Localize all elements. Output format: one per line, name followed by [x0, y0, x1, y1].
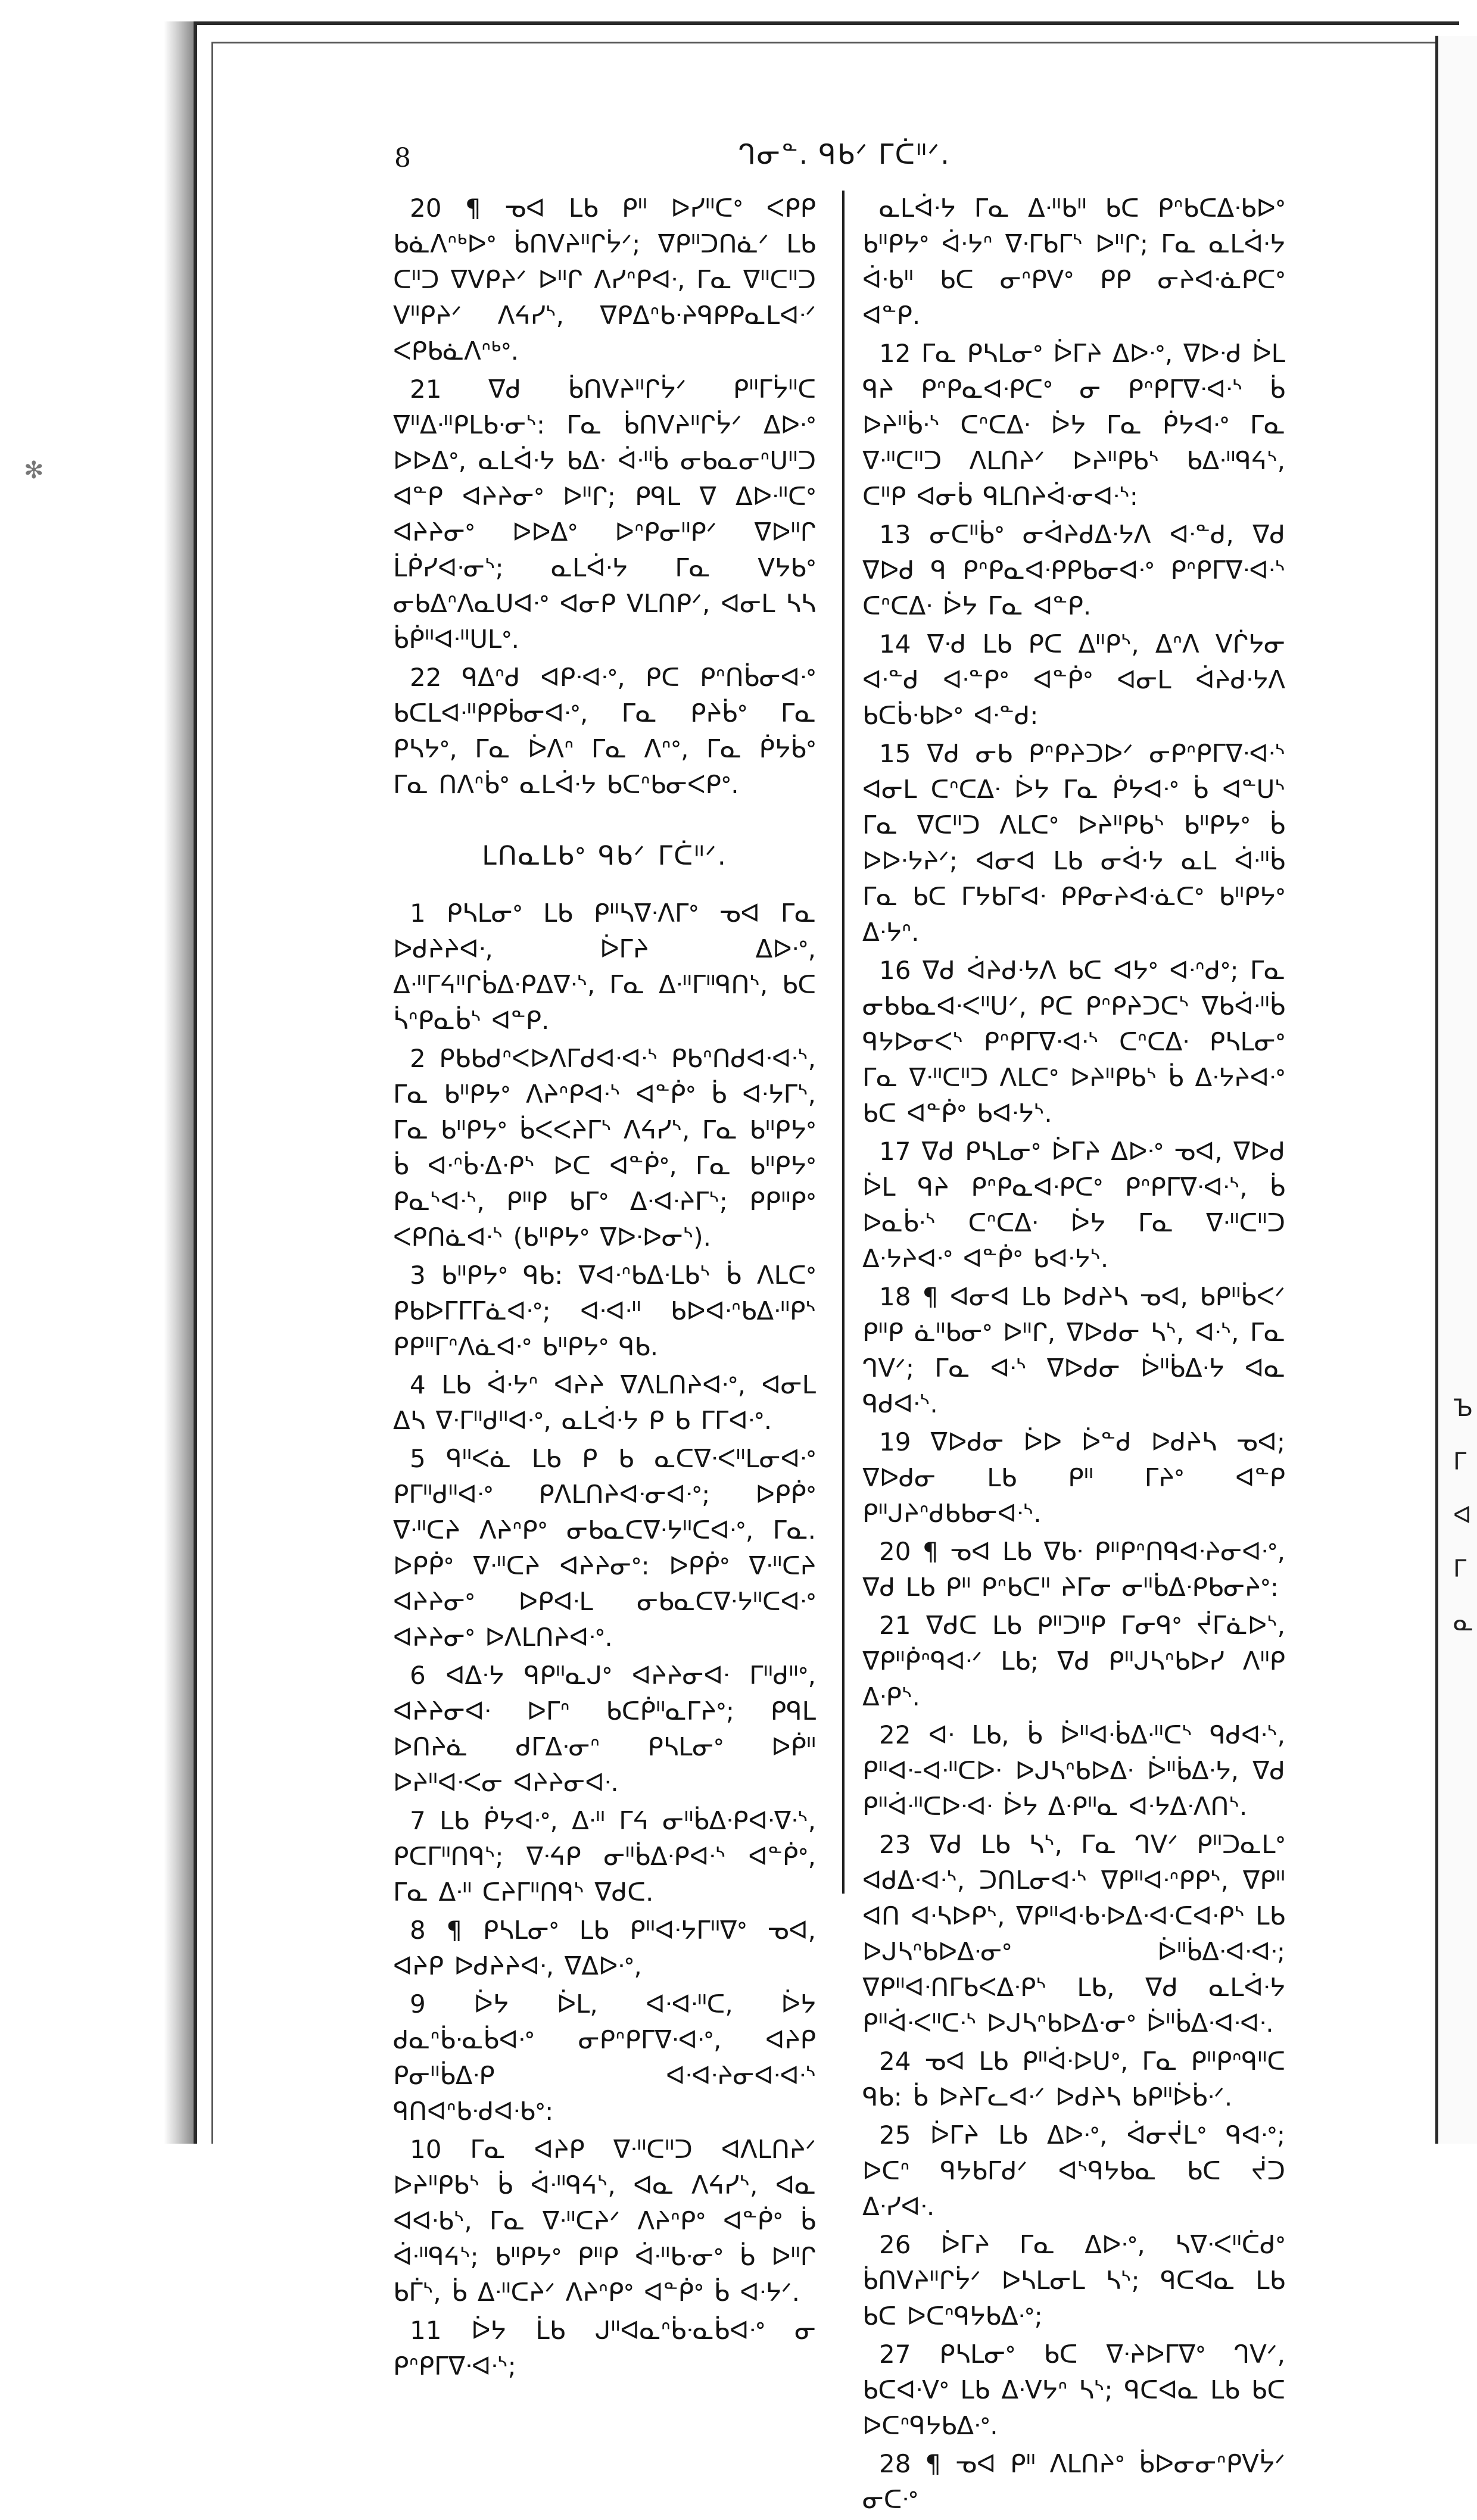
verse: 22 ᑫᐃᐢᑯ ᐊᑭᐧᐊᐧᐤ, ᑭᑕ ᑭᐢᑎᑳᓂᐊᐧᐤ ᑲᑕᒪᐊᐧᐦᑭᑭᑳᓂᐊᐧᐤ, ᒥᓇ ᑭᔨᑳᐤ ᒥᓇ ᑭᓴᔭᐤ, ᒥᓇ ᐆᐱᐢ ᒥᓇ ᐱᐢᐤ, ᒥᓇ ᑮᔭᑳᐤ ᒥᓇ ᑎᐱᐢᑳᐤ ᓇᒪᐋᐧᔭ ᑲᑕᐢᑲᓂᐸᑭᐤ.: [393, 663, 816, 799]
margin-fragment: Ъ: [1453, 1395, 1473, 1422]
facing-page-edge: [1435, 36, 1477, 2144]
verse: 26 ᐆᒥᔨ ᒥᓇ ᐃᐅᐧᐤ, ᓴᐁᐧᐸᐦᑖᑯᐤ ᑳᑎᐯᔨᐦᒋᔮᐟ ᐅᓴᒪᓂᒪ ᓴᔅ; ᑫᑕᐊᓇ ᒪᑲ ᑲᑕ ᐅᑕᐢᑫᔭᑲᐃᐧᐤ;: [862, 2230, 1285, 2331]
verse: 10 ᒥᓇ ᐊᔨᑭ ᐁᐧᐦᑕᐦᑐ ᐊᐱᒪᑎᔨᐟ ᐅᔨᐦᑭᑲᔅ ᑳ ᐋᐧᐦᑫᔦᔅ, ᐊᓇ ᐱᔦᓯᔅ, ᐊᓇ ᐊᐊᐧᑲᔅ, ᒥᓇ ᐁᐧᐦᑕᔨᐟ ᐱᔨᐢᑭᐤ ᐊᓐᑮᐤ ᑳ ᐋᐧᐦᑫᔦᔅ; ᑲᐦᑭᔭᐤ ᑭᐦᑭ ᐋᐧᐦᑲᐧᓂᐤ ᑳ ᐅᐦᒋ ᑲᒦᔅ, ᑳ ᐃᐧᐦᑕᔨᐟ ᐱᔨᐢᑭᐤ ᐊᓐᑮᐤ ᑳ ᐊᐧᔭᐟ.: [393, 2135, 816, 2307]
scan-speck-icon: ✻: [24, 457, 44, 484]
right-column: [862, 191, 1285, 2520]
verse: 25 ᐆᒥᔨ ᒪᑲ ᐃᐅᐧᐤ, ᐋᓂᔫᒪᐤ ᑫᐊᐧᐤ; ᐅᑕᐢ ᑫᔭᑲᒥᑯᐟ ᐊᔅᑫᔭᑲᓇ ᑲᑕ ᔫᑐ ᐃᐧᓯᐊᐧ.: [862, 2120, 1285, 2221]
facing-page-text-fragments: [1453, 1381, 1477, 1649]
page-number: 8: [394, 143, 411, 173]
verse: 21 ᐁᑯᑕ ᒪᑲ ᑭᐦᑐᐦᑭ ᒥᓂᑫᐤ ᔫᒥᓈᐅᔅ, ᐁᑭᐦᑮᐢᑫᐊᐧᐟ ᒪᑲ; ᐁᑯ ᑭᐦᒍᓴᐢᑲᐅᓯ ᐱᐦᑭ ᐃᐧᑭᔅ.: [862, 1611, 1285, 1711]
verse: 4 ᒪᑲ ᐋᐧᔭᐢ ᐊᔨᔨ ᐁᐱᒪᑎᔨᐊᐧᐤ, ᐊᓂᒪ ᐃᓴ ᐁᐧᒥᐦᑯᐦᐊᐧᐤ, ᓇᒪᐋᐧᔭ ᑭ ᑲ ᒥᒥᐊᐧᐤ.: [393, 1370, 816, 1435]
verse: 21 ᐁᑯ ᑳᑎᐯᔨᐦᒋᔮᐟ ᑭᐦᒥᔮᐦᑕ ᐁᐦᐃᐧᐦᑭᒪᑲᐧᓂᔅ: ᒥᓇ ᑳᑎᐯᔨᐦᒋᔮᐟ ᐃᐅᐧᐤ ᐅᐅᐃᐤ, ᓇᒪᐋᐧᔭ ᑲᐃᐧ ᐋᐧᐦᑳ ᓂᑲᓇᓂᐢᑌᐦᑐ ᐊᓐᑭ ᐊᔨᔨᓂᐤ ᐅᐦᒋ; ᑭᑫᒪ ᐁ ᐃᐅᐧᐦᑕᐤ ᐊᔨᔨᓂᐤ ᐅᐅᐃᐤ ᐅᐢᑭᓂᐦᑭᐟ ᐁᐅᐦᒋ ᒫᑮᓯᐊᐧᓂᔅ; ᓇᒪᐋᐧᔭ ᒥᓇ ᐯᔭᑲᐤ ᓂᑲᐃᐢᐱᓇᑌᐊᐧᐤ ᐊᓂᑭ ᐯᒪᑎᑭᐟ, ᐊᓂᒪ ᓴᓴ ᑳᑮᐦᐊᐧᐦᑌᒪᐤ.: [393, 375, 816, 654]
verse: 2 ᑭᑲᑲᑯᐢᐸᐅᐱᒥᑯᐊᐧᐊᐧᔅ ᑭᑲᐢᑎᑯᐊᐧᐊᐧᔅ, ᒥᓇ ᑲᐦᑭᔭᐤ ᐱᔨᐢᑭᐊᐧᔅ ᐊᓐᑮᐤ ᑳ ᐊᐧᔭᒥᔅ, ᒥᓇ ᑲᐦᑭᔭᐤ ᑳᐸᐸᔨᒥᔅ ᐱᔦᓯᔅ, ᒥᓇ ᑲᐦᑭᔭᐤ ᑳ ᐊᐧᐢᑳᐧᐃᐧᑭᔅ ᐅᑕ ᐊᓐᑮᐤ, ᒥᓇ ᑲᐦᑭᔭᐤ ᑭᓇᔅᐊᐧᔅ, ᑭᐦᑭ ᑲᒥᐤ ᐃᐧᐊᐧᔨᒥᔅ; ᑭᑭᐦᑭᐤ ᐸᑭᑎᓈᐊᐧᔅ (ᑲᐦᑭᔭᐤ ᐁᐅᐧᐅᓂᔅ).: [393, 1044, 816, 1252]
verse: 24 ᓀᐊ ᒪᑲ ᑭᐦᐋᐧᐅᑌᐤ, ᒥᓇ ᑭᐦᑭᐢᑫᐦᑕ ᑫᑲ: ᑳ ᐅᔨᒥᓚᐊᐧᐟ ᐅᑯᔨᓴ ᑲᑭᐦᐆᑳᐧᐟ.: [862, 2047, 1285, 2112]
verse: 3 ᑲᐦᑭᔭᐤ ᑫᑲ: ᐁᐊᐧᐢᑲᐃᐧᒪᑲᔅ ᑳ ᐱᒪᑕᐤ ᑭᑲᐅᒥᒥᒥᓈᐊᐧᐤ; ᐊᐧᐊᐧᐦ ᑲᐅᐊᐧᐢᑲᐃᐧᐦᑭᔅ ᑭᑭᐦᒥᐢᐱᓈᐊᐧᐤ ᑲᐦᑭᔭᐤ ᑫᑲ.: [393, 1261, 816, 1361]
verse: 27 ᑭᓴᒪᓂᐤ ᑲᑕ ᐁᐧᔨᐅᒥᐁᐤ ᒉᐯᐟ, ᑲᑕᐊᐧᐯᐤ ᒪᑲ ᐃᐧᐯᔭᐢ ᓴᔅ; ᑫᑕᐊᓇ ᒪᑲ ᑲᑕ ᐅᑕᐢᑫᔭᑲᐃᐧᐤ.: [862, 2340, 1285, 2440]
verse: 28 ¶ ᓀᐊ ᑭᐦ ᐱᒪᑎᔨᐤ ᑳᐅᓂᓂᐢᑭᐯᔮᐟ ᓂᑕᐧᐤ: [862, 2449, 1285, 2514]
verse: 20 ¶ ᓀᐊ ᒪᑲ ᐁᑲᐧ ᑭᐦᑭᐢᑎᑫᐊᐧᔨᓂᐊᐧᐤ, ᐁᑯ ᒪᑲ ᑭᐦ ᑭᐢᑲᑕᐦ ᔨᒥᓂ ᓂᐦᑳᐃᐧᑭᑲᓂᔨᐤ:: [862, 1537, 1285, 1602]
running-head: ᒉᓂᓐ. ᑫᑲᐟ ᒥᑖᐦᐟ.: [738, 138, 951, 170]
verse: 1 ᑭᓴᒪᓂᐤ ᒪᑲ ᑭᐦᓴᐁᐧᐱᒥᐤ ᓀᐊ ᒥᓇ ᐅᑯᔨᔨᐊᐧ, ᐆᒥᔨ ᐃᐅᐧᐤ, ᐃᐧᐦᒥᔦᐦᒋᑳᐃᐧᑭᐃᐁᐧᔅ, ᒥᓇ ᐃᐧᐦᒥᐦᑫᑎᔅ, ᑲᑕ ᓵᐢᑭᓇᑳᔅ ᐊᓐᑭ.: [393, 899, 816, 1035]
verse: 15 ᐁᑯ ᓂᑲ ᑭᐢᑭᔨᑐᐅᐟ ᓂᑭᐢᑭᒥᐁᐧᐊᐧᔅ ᐊᓂᒪ ᑕᐢᑕᐃᐧ ᐆᔭ ᒥᓇ ᑮᔭᐊᐧᐤ ᑳ ᐊᓐᑌᔅ ᒥᓇ ᐁᑕᐦᑐ ᐱᒪᑕᐤ ᐅᔨᐦᑭᑲᔅ ᑲᐦᑭᔭᐤ ᑳ ᐅᐅᐧᔭᔨᐟ; ᐊᓂᐊ ᒪᑲ ᓂᐋᐧᔭ ᓇᒪ ᐋᐧᐦᑳ ᒥᓇ ᑲᑕ ᒥᔭᑲᒥᐊᐧ ᑭᑭᓂᔨᐊᐧᓈᑕᐤ ᑲᐦᑭᔭᐤ ᐃᐧᔭᐢ.: [862, 739, 1285, 947]
verse: 13 ᓂᑕᐦᑳᐤ ᓂᐋᔨᑯᐃᐧᔭᐱ ᐊᐧᓐᑯ, ᐁᑯ ᐁᐅᑯ ᑫ ᑭᐢᑭᓇᐊᐧᑭᑭᑲᓂᐊᐧᐤ ᑭᐢᑭᒥᐁᐧᐊᐧᔅ ᑕᐢᑕᐃᐧ ᐆᔭ ᒥᓇ ᐊᓐᑭ.: [862, 520, 1285, 620]
column-divider: [842, 191, 845, 1894]
left-column: [393, 191, 816, 2387]
verse: 9 ᐆᔭ ᐆᒪ, ᐊᐧᐊᐧᐦᑕ, ᐆᔭ ᑯᓇᐢᑳᐧᓇᑳᐊᐧᐤ ᓂᑭᐢᑭᒥᐁᐧᐊᐧᐤ, ᐊᔨᑭ ᑭᓂᐦᑳᐃᐧᑭ ᐊᐧᐊᐧᔨᓂᐊᐧᐊᐧᔅ ᑫᑎᐊᐢᑲᐧᑯᐊᐧᑲᐤ:: [393, 1989, 816, 2126]
scan-binding-shadow: [164, 21, 194, 2144]
verse: 14 ᐁᐧᑯ ᒪᑲ ᑭᑕ ᐃᐦᑭᔅ, ᐃᐢᐱ ᐯᒌᔭᓂ ᐊᐧᓐᑯ ᐊᐧᓐᑭᐤ ᐊᓐᑮᐤ ᐊᓂᒪ ᐋᔨᑯᐧᔭᐱ ᑲᑕᑳᐧᑲᐅᐤ ᐊᐧᓐᑯ:: [862, 629, 1285, 730]
verse: 12 ᒥᓇ ᑭᓴᒪᓂᐤ ᐆᒥᔨ ᐃᐅᐧᐤ, ᐁᐅᐧᑯ ᐆᒪ ᑫᔨ ᑭᐢᑭᓇᐊᐧᑭᑕᐤ ᓂ ᑭᐢᑭᒥᐁᐧᐊᐧᔅ ᑳ ᐅᔨᐦᑳᐧᔅ ᑕᐢᑕᐃᐧ ᐆᔭ ᒥᓇ ᑮᔭᐊᐧᐤ ᒥᓇ ᐁᐧᐦᑕᐦᑐ ᐱᒪᑎᔨᐟ ᐅᔨᐦᑭᑲᔅ ᑲᐃᐧᐦᑫᔦᔅ, ᑕᐦᑭ ᐊᓂᑳ ᑫᒪᑎᔨᐋᐧᓂᐊᐧᔅ:: [862, 339, 1285, 511]
verse: 6 ᐊᐃᐧᔭ ᑫᑭᐦᓇᒍᐤ ᐊᔨᔨᓂᐊᐧ ᒥᐦᑯᐦᐤ, ᐊᔨᔨᓂᐊᐧ ᐅᒥᐢ ᑲᑕᑮᐦᓇᒥᔨᐤ; ᑭᑫᒪ ᐅᑎᔨᓈ ᑯᒥᐃᐧᓂᐢ ᑭᓴᒪᓂᐤ ᐅᑮᐦ ᐅᔨᐦᐊᐧᐸᓂ ᐊᔨᔨᓂᐊᐧ.: [393, 1661, 816, 1797]
verse: 5 ᑫᐦᐸᓈ ᒪᑲ ᑭ ᑲ ᓇᑕᐁᐧᐸᐦᒪᓂᐊᐧᐤ ᑭᒥᐦᑯᐦᐊᐧᐤ ᑭᐱᒪᑎᔨᐊᐧᓂᐊᐧᐤ; ᐅᑭᑮᐤ ᐁᐧᐦᑕᔨ ᐱᔨᐢᑭᐤ ᓂᑲᓇᑕᐁᐧᔭᐦᑕᐊᐧᐤ, ᒥᓇ. ᐅᑭᑮᐤ ᐁᐧᐦᑕᔨ ᐊᔨᔨᓂᐤ: ᐅᑭᑮᐤ ᐁᐧᐦᑕᔨ ᐊᔨᔨᓂᐤ ᐅᑭᐊᐧᒪ ᓂᑲᓇᑕᐁᐧᔭᐦᑕᐊᐧᐤ ᐊᔨᔨᓂᐤ ᐅᐱᒪᑎᔨᐊᐧᐤ.: [393, 1444, 816, 1652]
verse: 7 ᒪᑲ ᑮᔭᐊᐧᐤ, ᐃᐧᐦ ᒥᔦ ᓂᐦᑳᐃᐧᑭᐊᐧᐁᐧᔅ, ᑭᑕᒥᐦᑎᑫᔅ; ᐁᐧᔦᑭ ᓂᐦᑳᐃᐧᑭᐊᐧᔅ ᐊᓐᑮᐤ, ᒥᓇ ᐃᐧᐦ ᑕᔨᒥᐦᑎᑫᔅ ᐁᑯᑕ.: [393, 1806, 816, 1907]
verse: ᓇᒪᐋᐧᔭ ᒥᓇ ᐃᐧᐦᑲᐦ ᑲᑕ ᑭᐢᑲᑕᐃᐧᑲᐅᐤ ᑲᐦᑭᔭᐤ ᐋᐧᔭᐢ ᐁᐧᒥᑲᒥᔅ ᐅᐦᒋ; ᒥᓇ ᓇᒪᐋᐧᔭ ᐋᐧᑲᐦ ᑲᑕ ᓂᐢᑭᐯᐤ ᑭᑭ ᓂᔨᐊᐧᓈᑭᑕᐤ ᐊᓐᑭ.: [862, 194, 1285, 330]
verse: 19 ᐁᐅᑯᓂ ᐆᐅ ᐆᓐᑯ ᐅᑯᔨᓴ ᓀᐊ; ᐁᐅᑯᓂ ᒪᑲ ᑭᐦ ᒥᔨᐤ ᐊᓐᑭ ᑭᐦᒍᔨᐢᑯᑲᑲᓂᐊᐧᔅ.: [862, 1427, 1285, 1528]
verse: 22 ᐊᐧ ᒪᑲ, ᑳ ᐆᐦᐊᐧᑳᐃᐧᐦᑕᔅ ᑫᑯᐊᐧᔅ, ᑭᐦᐊᐧ-ᐊᐧᐦᑕᐅᐧ ᐅᒍᓴᐢᑲᐅᐃᐧ ᐆᐦᑳᐃᐧᔭ, ᐁᑯ ᑭᐦᐋᐧᐦᑕᐅᐧᐊᐧ ᐆᔭ ᐃᐧᑭᐦᓇ ᐊᐧᔭᐃᐧᐱᑎᔅ.: [862, 1720, 1285, 1821]
verse: 20 ¶ ᓀᐊ ᒪᑲ ᑭᐦ ᐅᓯᐦᑕᐤ ᐸᑭᑭ ᑲᓈᐱᐢᒃᐅᐤ ᑳᑎᐯᔨᐦᒋᔮᐟ; ᐁᑭᐦᑐᑎᓈᐟ ᒪᑲ ᑕᐦᑐ ᐁᐯᑭᔨᐟ ᐅᐦᒋ ᐱᓯᐢᑭᐊᐧ, ᒥᓇ ᐁᐦᑕᐦᑐ ᐯᐦᑭᔨᐟ ᐱᔦᓯᔅ, ᐁᑭᐃᐢᑲᐧᔨᑫᑭᑭᓇᒪᐊᐧᐟ ᐸᑭᑲᓈᐱᐢᒃᐤ.: [393, 194, 816, 366]
margin-fragment: ᐊ: [1453, 1502, 1472, 1529]
chapter-heading: ᒪᑎᓇᒪᑲᐤ ᑫᑲᐟ ᒥᑖᐦᐟ.: [482, 841, 727, 871]
verse: 18 ¶ ᐊᓂᐊ ᒪᑲ ᐅᑯᔨᓴ ᓀᐊ, ᑲᑭᐦᑳᐸᐟ ᑭᐦᑭ ᓈᐦᑲᓂᐤ ᐅᐦᒋ, ᐁᐅᑯᓂ ᓴᔅ, ᐊᐧᔅ, ᒥᓇ ᒉᐯᐟ; ᒥᓇ ᐊᐧᔅ ᐁᐅᑯᓂ ᐆᐦᑳᐃᐧᔭ ᐊᓇ ᑫᑯᐊᐧᔅ.: [862, 1282, 1285, 1418]
margin-fragment: ᓇ: [1453, 1609, 1474, 1636]
verse: 17 ᐁᑯ ᑭᓴᒪᓂᐤ ᐆᒥᔨ ᐃᐅᐧᐤ ᓀᐊ, ᐁᐅᑯ ᐆᒪ ᑫᔨ ᑭᐢᑭᓇᐊᐧᑭᑕᐤ ᑭᐢᑭᒥᐁᐧᐊᐧᔅ, ᑳ ᐅᓇᑳᐧᔅ ᑕᐢᑕᐃᐧ ᐆᔭ ᒥᓇ ᐁᐧᐦᑕᐦᑐ ᐃᐧᔭᔨᐊᐧᐤ ᐊᓐᑮᐤ ᑲᐊᐧᔭᔅ.: [862, 1137, 1285, 1273]
margin-fragment: ᒥ: [1453, 1555, 1467, 1583]
verse: 8 ¶ ᑭᓴᒪᓂᐤ ᒪᑲ ᑭᐦᐊᐧᔭᒥᐦᐁᐤ ᓀᐊ, ᐊᔨᑭ ᐅᑯᔨᔨᐊᐧ, ᐁᐃᐅᐧᐤ,: [393, 1916, 816, 1981]
verse: 11 ᐆᔭ ᒫᑲ ᒍᐦᐊᓇᐢᑳᐧᓇᑳᐊᐧᐤ ᓂ ᑭᐢᑭᒥᐁᐧᐊᐧᔅ;: [393, 2316, 816, 2381]
margin-fragment: ᒥ: [1453, 1448, 1467, 1476]
verse: 16 ᐁᑯ ᐋᔨᑯᐧᔭᐱ ᑲᑕ ᐊᔭᐤ ᐊᐧᐢᑯᐤ; ᒥᓇ ᓂᑲᑲᓇᐊᐧᐸᐦᑌᐟ, ᑭᑕ ᑭᐢᑭᔨᑐᑕᔅ ᐁᑲᐋᐧᐦᑳ ᑫᔭᐅᓂᐸᔅ ᑭᐢᑭᒥᐁᐧᐊᐧᔅ ᑕᐢᑕᐃᐧ ᑭᓴᒪᓂᐤ ᒥᓇ ᐁᐧᐦᑕᐦᑐ ᐱᒪᑕᐤ ᐅᔨᐦᑭᑲᔅ ᑳ ᐃᐧᔭᔨᐊᐧᐤ ᑲᑕ ᐊᓐᑮᐤ ᑲᐊᐧᔭᔅ.: [862, 956, 1285, 1128]
verse: 23 ᐁᑯ ᒪᑲ ᓴᔅ, ᒥᓇ ᒉᐯᐟ ᑭᐦᑐᓇᒪᐤ ᐊᑯᐃᐧᐊᐧᔅ, ᑐᑎᒪᓂᐊᐧᔅ ᐁᑭᐦᐊᐧᐢᑭᑭᔅ, ᐁᑭᐦ ᐊᑎ ᐊᐧᓴᐅᑭᔅ, ᐁᑭᐦᐊᐧᑲᐧᐅᐃᐧᐊᐧᑕᐊᐧᑭᔅ ᒪᑲ ᐅᒍᓴᐢᑲᐅᐃᐧᓂᐤ ᐆᐦᑳᐃᐧᐊᐧᐊᐧ; ᐁᑭᐦᐊᐧᑎᒥᑲᐸᐃᐧᑭᔅ ᒪᑲ, ᐁᑯ ᓇᒪᐋᐧᔭ ᑭᐦᐋᐧᐸᐦᑕᐧᔅ ᐅᒍᓴᐢᑲᐅᐃᐧᓂᐤ ᐆᐦᑳᐃᐧᐊᐧᐊᐧ.: [862, 1830, 1285, 2038]
